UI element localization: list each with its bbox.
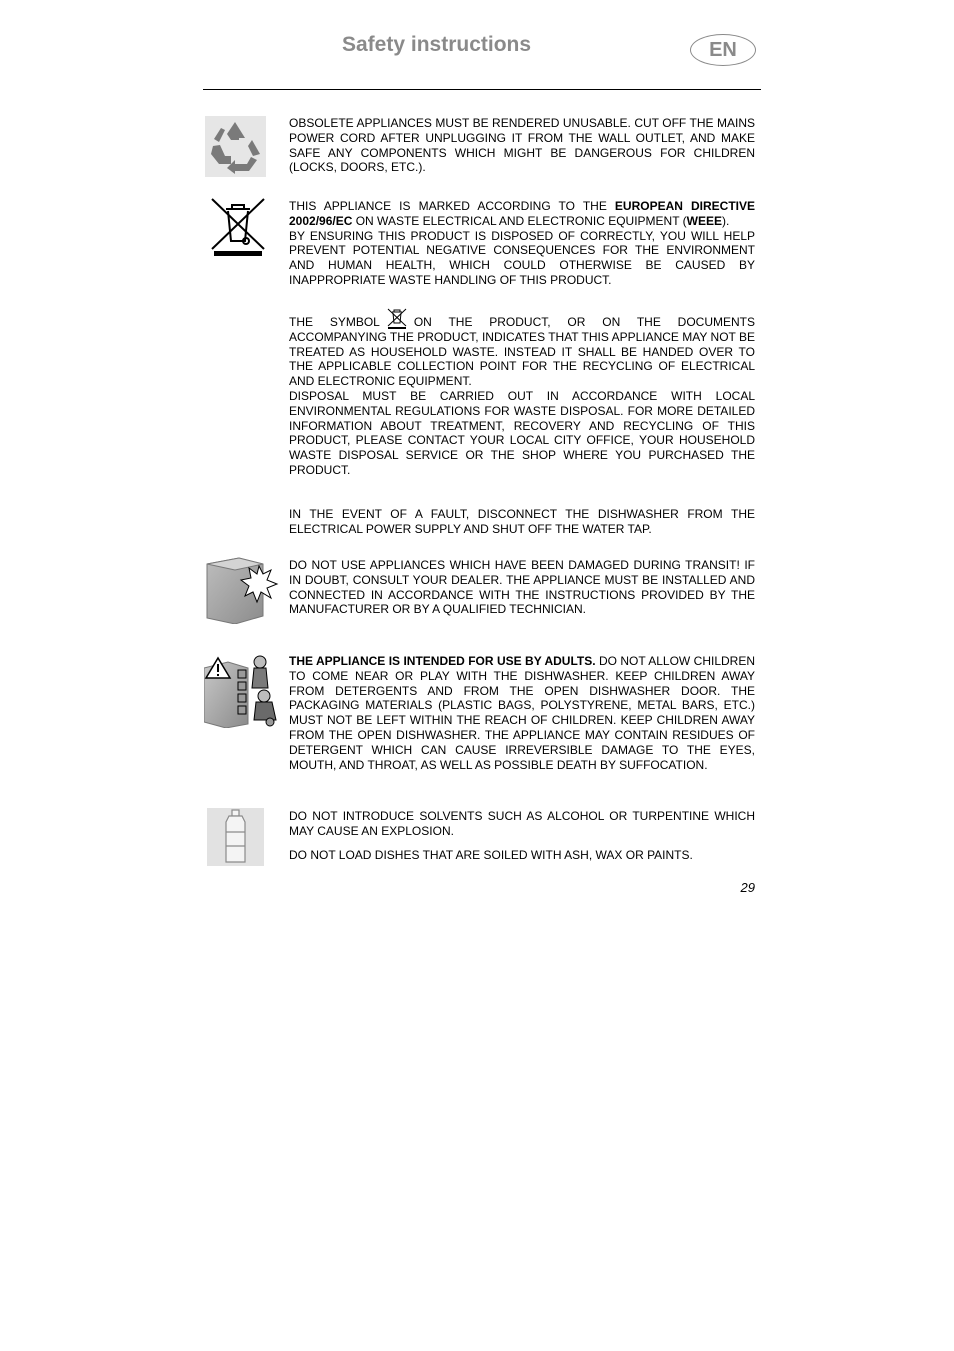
page-number: 29	[740, 880, 755, 895]
adults-paragraph: THE APPLIANCE IS INTENDED FOR USE BY ADULTS. DO NOT ALLOW CHILDREN TO COME NEAR OR PLAY WITH THE DISHWASHER. KEEP CHILDREN AWAY FROM DETERGENTS AND FROM THE OPEN DISHWASHER DOOR. THE PACKAGING MATERIALS (PLASTIC BAGS, POLYSTYRENE, METAL BARS, ETC.) MUST NOT BE LEFT WITHIN THE REACH OF CHILDREN. KEEP CHILDREN AWAY FROM THE OPEN DISHWASHER. THE APPLIANCE MAY CONTAIN RESIDUES OF DETERGENT WHICH CAN CAUSE IRREVERSIBLE DAMAGE TO THE EYES, MOUTH, AND THROAT, AS WELL AS POSSIBLE DEATH BY SUFFOCATION.	[289, 654, 756, 772]
header-divider	[203, 89, 761, 90]
weee-paragraph-1: THIS APPLIANCE IS MARKED ACCORDING TO THE EUROPEAN DIRECTIVE 2002/96/EC ON WASTE ELECTRICAL AND ELECTRONIC EQUIPMENT (WEEE).	[289, 199, 755, 228]
solvents-paragraph-1: DO NOT INTRODUCE SOLVENTS SUCH AS ALCOHOL OR TURPENTINE WHICH MAY CAUSE AN EXPLOSION.	[289, 809, 755, 838]
recycle-icon	[205, 116, 266, 177]
language-badge: EN	[690, 34, 756, 66]
fault-text	[289, 507, 755, 537]
crossed-out-bin-icon	[208, 197, 268, 257]
weee-paragraph-2: BY ENSURING THIS PRODUCT IS DISPOSED OF CORRECTLY, YOU WILL HELP PREVENT POTENTIAL NEGATIVE CONSEQUENCES FOR THE ENVIRONMENT AND HUMAN HEALTH, WHICH COULD OTHERWISE BE CAUSED BY INAPPROPRIATE WASTE HANDLING OF THIS PRODUCT.	[289, 228, 755, 287]
weee-text	[289, 199, 755, 478]
weee-paragraph-4: DISPOSAL MUST BE CARRIED OUT IN ACCORDANCE WITH LOCAL ENVIRONMENTAL REGULATIONS FOR WASTE DISPOSAL. FOR MORE DETAILED INFORMATION ABOUT TREATMENT, RECOVERY AND RECYCLING OF THIS PRODUCT, PLEASE CONTACT YOUR LOCAL CITY OFFICE, YOUR HOUSEHOLD WASTE DISPOSAL SERVICE OR THE SHOP WHERE YOU PURCHASED THE PRODUCT.	[289, 388, 755, 477]
solvents-paragraph-2: DO NOT LOAD DISHES THAT ARE SOILED WITH ASH, WAX OR PAINTS.	[289, 847, 693, 862]
solvent-bottle-icon	[207, 808, 264, 866]
damaged-appliance-text	[289, 558, 755, 617]
crossed-out-bin-small-icon	[386, 308, 408, 330]
weee-paragraph-3: THE SYMBOL ON THE PRODUCT, OR ON THE DOCUMENTS ACCOMPANYING THE PRODUCT, INDICATES THAT THIS APPLIANCE MAY NOT BE TREATED AS HOUSEHOLD WASTE. INSTEAD IT SHALL BE HANDED OVER TO THE APPLICABLE COLLECTION POINT FOR THE RECYCLING OF ELECTRICAL AND ELECTRONIC EQUIPMENT.	[289, 308, 755, 389]
children-warning-icon	[204, 654, 282, 728]
adults-only-text	[289, 654, 755, 772]
page-title: Safety instructions	[342, 33, 532, 56]
obsolete-appliances-text	[289, 116, 755, 175]
damaged-paragraph: DO NOT USE APPLIANCES WHICH HAVE BEEN DAMAGED DURING TRANSIT! IF IN DOUBT, CONSULT YOUR DEALER. THE APPLIANCE MUST BE INSTALLED AND CONNECTED IN ACCORDANCE WITH THE INSTRUCTIONS PROVIDED BY THE MANUFACTURER OR BY A QUALIFIED TECHNICIAN.	[289, 558, 755, 617]
damaged-appliance-icon	[205, 556, 279, 624]
obsolete-paragraph: OBSOLETE APPLIANCES MUST BE RENDERED UNUSABLE. CUT OFF THE MAINS POWER CORD AFTER UNPLUGGING IT FROM THE WALL OUTLET, AND MAKE SAFE ANY COMPONENTS WHICH MIGHT BE DANGEROUS FOR CHILDREN (LOCKS, DOORS, ETC.).	[289, 116, 755, 175]
solvents-text	[289, 809, 755, 862]
fault-paragraph: IN THE EVENT OF A FAULT, DISCONNECT THE DISHWASHER FROM THE ELECTRICAL POWER SUPPLY AND SHUT OFF THE WATER TAP.	[289, 507, 755, 536]
